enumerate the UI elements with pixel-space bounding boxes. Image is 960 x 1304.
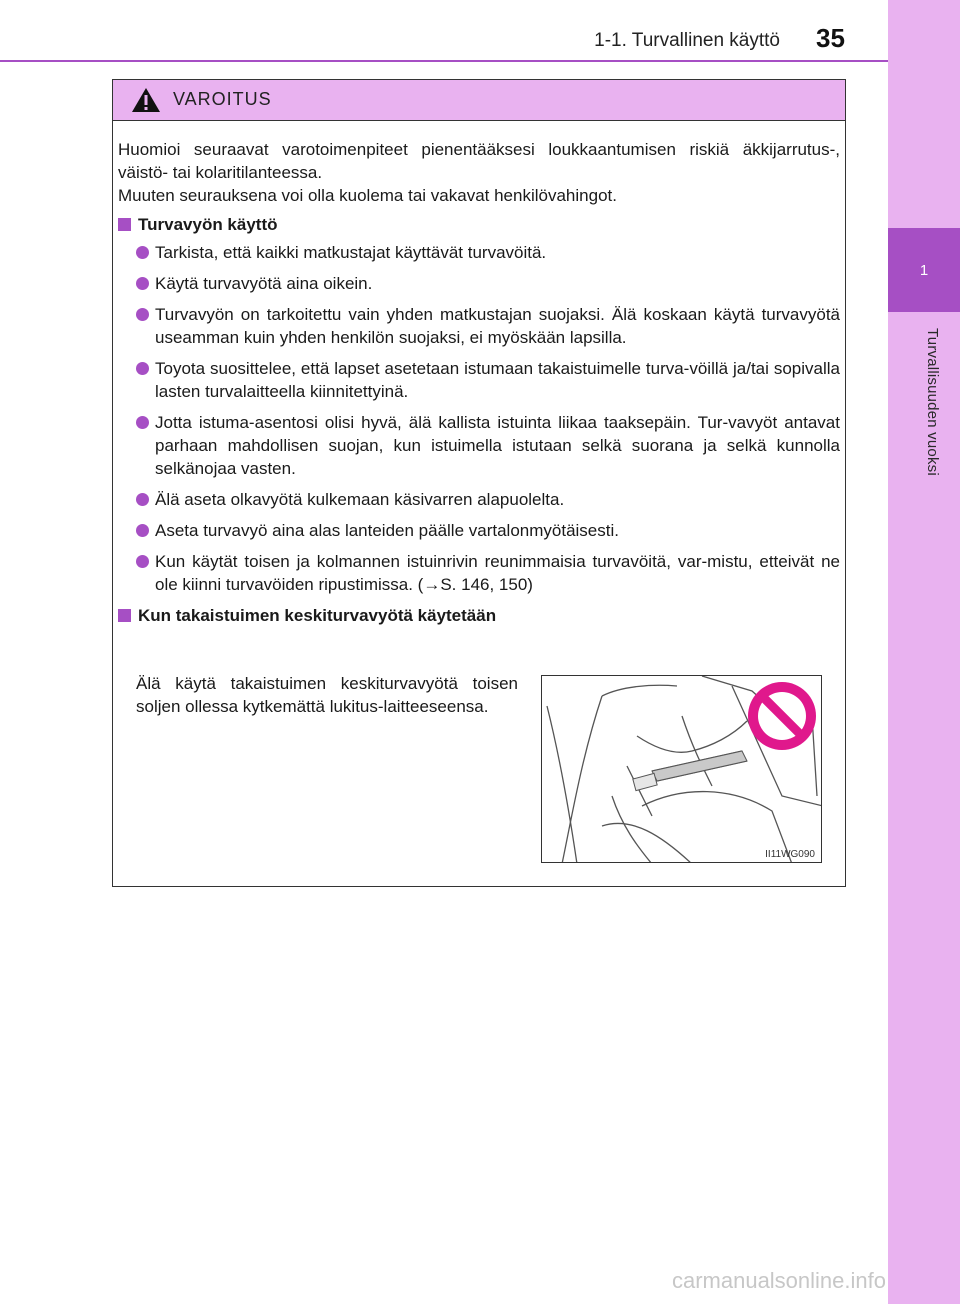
circle-bullet-icon — [136, 555, 149, 568]
square-bullet-icon — [118, 218, 131, 231]
list-item-text: Jotta istuma-asentosi olisi hyvä, älä kallista istuinta liikaa taaksepäin. Tur-vavyöt antavat parhaan mahdollisen suojan, kun istuimella istutaan selkä suorana ja selkä kunnolla selkänojaa vasten. — [155, 413, 840, 478]
circle-bullet-icon — [136, 308, 149, 321]
warning-intro — [118, 138, 840, 207]
header-divider — [0, 60, 888, 62]
list-item — [118, 241, 840, 264]
center-belt-warning-text: Älä käytä takaistuimen keskiturvavyötä toisen soljen ollessa kytkemättä lukitus-laitteeseensa. — [136, 674, 518, 716]
circle-bullet-icon — [136, 493, 149, 506]
list-item-text: Tarkista, että kaikki matkustajat käyttävät turvavöitä. — [155, 243, 547, 262]
circle-bullet-icon — [136, 362, 149, 375]
list-item-text: Aseta turvavyö aina alas lanteiden päälle vartalonmyötäisesti. — [155, 521, 619, 540]
warning-header — [113, 80, 845, 121]
section-heading — [118, 604, 840, 627]
page-number: 35 — [816, 23, 845, 53]
illustration-code: II11WG090 — [765, 849, 815, 860]
list-item-text: Toyota suosittelee, että lapset asetetaan istumaan takaistuimelle turva-vöillä ja/tai sopivalla lasten turvalaitteella kiinnitettyinä. — [155, 359, 840, 401]
chapter-sidebar — [888, 0, 960, 1304]
intro-paragraph: Muuten seurauksena voi olla kuolema tai vakavat henkilövahingot. — [118, 186, 617, 205]
circle-bullet-icon — [136, 246, 149, 259]
list-item — [118, 550, 840, 596]
circle-bullet-icon — [136, 277, 149, 290]
bullet-list — [118, 241, 840, 596]
seatbelt-drawing — [542, 676, 822, 863]
section-heading-text: Turvavyön käyttö — [138, 215, 278, 234]
list-item-text: Turvavyön on tarkoitettu vain yhden matkustajan suojaksi. Älä koskaan käytä turvavyötä useamman kuin yhden henkilön suojaksi, ei myöskään lapsilla. — [155, 305, 840, 347]
warning-body — [118, 138, 840, 627]
list-item — [118, 272, 840, 295]
section-heading — [118, 213, 840, 236]
list-item — [118, 519, 840, 542]
circle-bullet-icon — [136, 416, 149, 429]
list-item — [118, 303, 840, 349]
list-item-text: Älä aseta olkavyötä kulkemaan käsivarren alapuolelta. — [155, 490, 565, 509]
list-item-text: Käytä turvavyötä aina oikein. — [155, 274, 373, 293]
chapter-number: 1 — [919, 262, 929, 279]
seatbelt-illustration — [541, 675, 822, 863]
section-heading-text: Kun takaistuimen keskiturvavyötä käytetään — [138, 606, 497, 625]
warning-title: VAROITUS — [173, 89, 272, 109]
list-item-text: Kun käytät toisen ja kolmannen istuinrivin reunimmaisia turvavöitä, var-mistu, etteivät ne ole kiinni turvavöiden ripustimissa. (→S. 146, 150) — [155, 552, 840, 594]
prohibition-icon — [748, 682, 816, 750]
list-item — [118, 488, 840, 511]
chapter-title: Turvallisuuden vuoksi — [924, 328, 941, 476]
section-title: 1-1. Turvallinen käyttö — [594, 30, 780, 51]
watermark: carmanualsonline.info — [671, 1268, 886, 1293]
list-item — [118, 411, 840, 480]
intro-paragraph: Huomioi seuraavat varotoimenpiteet pienentääksesi loukkaantumisen riskiä äkkijarrutus-, väistö- tai kolaritilanteessa. — [118, 140, 840, 182]
square-bullet-icon — [118, 609, 131, 622]
circle-bullet-icon — [136, 524, 149, 537]
list-item — [118, 357, 840, 403]
warning-triangle-icon — [131, 86, 161, 114]
